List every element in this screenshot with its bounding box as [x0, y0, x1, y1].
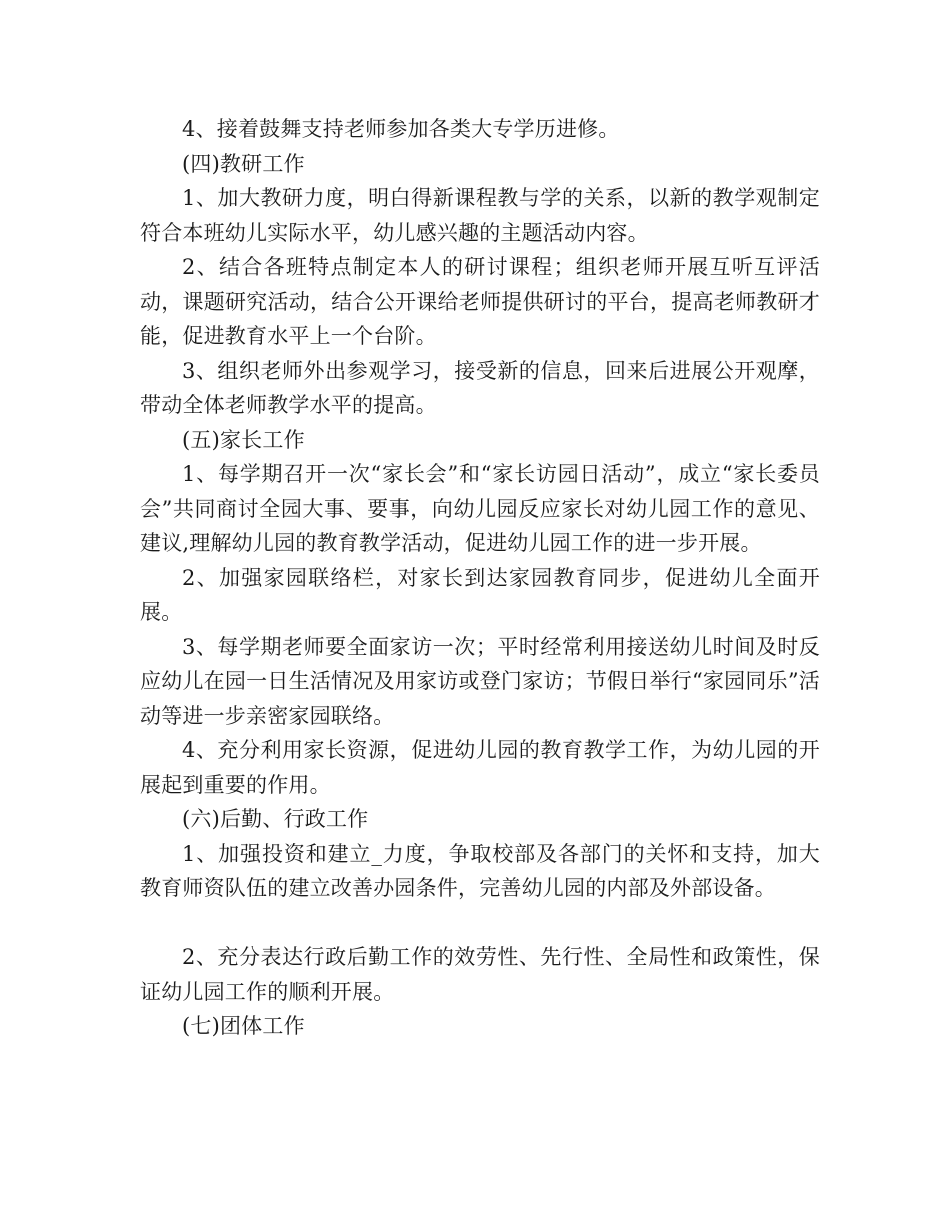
paragraph-research-3: 3、组织老师外出参观学习，接受新的信息，回来后进展公开观摩，带动全体老师教学水平的提高。: [140, 358, 820, 417]
document-body: [140, 112, 820, 1044]
paragraph-parent-4: 4、充分利用家长资源，促进幼儿园的教育教学工作，为幼儿园的开展起到重要的作用。: [140, 738, 820, 797]
paragraph-logistics-1: 1、加强投资和建立_力度，争取校部及各部门的关怀和支持，加大教育师资队伍的建立改善办园条件，完善幼儿园的内部及外部设备。: [140, 841, 820, 900]
section-heading-logistics-admin: (六)后勤、行政工作: [182, 807, 369, 831]
paragraph-research-1: 1、加大教研力度，明白得新课程教与学的关系，以新的教学观制定符合本班幼儿实际水平，幼儿感兴趣的主题活动内容。: [140, 186, 820, 245]
paragraph-parent-1: 1、每学期召开一次“家长会”和“家长访园日活动”，成立“家长委员会”共同商讨全园大事、要事，向幼儿园反应家长对幼儿园工作的意见、建议,理解幼儿园的教育教学活动，促进幼儿园工作的进一步开展。: [140, 462, 820, 555]
section-heading-parent-work: (五)家长工作: [182, 427, 305, 452]
section-heading-teaching-research: (四)教研工作: [182, 151, 305, 176]
paragraph-parent-2: 2、加强家园联络栏，对家长到达家园教育同步，促进幼儿全面开展。: [140, 565, 820, 624]
paragraph-training-4: 4、接着鼓舞支持老师参加各类大专学历进修。: [182, 117, 620, 141]
paragraph-logistics-2: 2、充分表达行政后勤工作的效劳性、先行性、全局性和政策性，保证幼儿园工作的顺利开展。: [140, 945, 820, 1004]
section-heading-group-work: (七)团体工作: [182, 1014, 305, 1038]
blank-line: [140, 906, 820, 941]
paragraph-parent-3: 3、每学期老师要全面家访一次；平时经常利用接送幼儿时间及时反应幼儿在园一日生活情况及用家访或登门家访；节假日举行“家园同乐”活动等进一步亲密家园联络。: [140, 634, 820, 728]
paragraph-research-2: 2、结合各班特点制定本人的研讨课程；组织老师开展互听互评活动，课题研究活动，结合公开课给老师提供研讨的平台，提高老师教研才能，促进教育水平上一个台阶。: [140, 255, 820, 348]
